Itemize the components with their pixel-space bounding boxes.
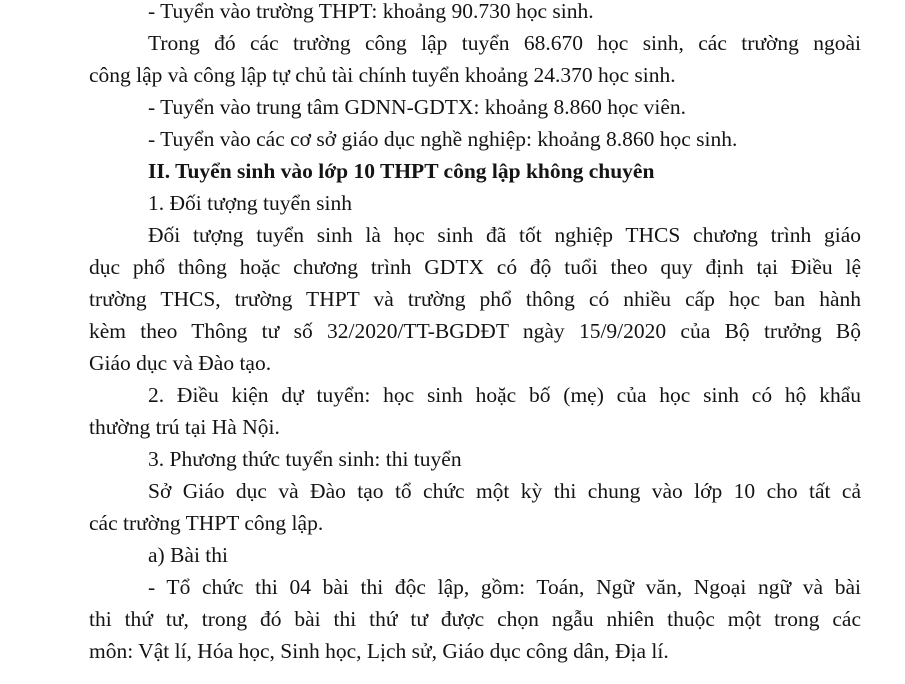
exam-paragraph-line1: Sở Giáo dục và Đào tạo tổ chức một kỳ thi chung vào lớp 10 cho tất cả (148, 479, 861, 503)
admission-thpt-line: - Tuyển vào trường THPT: khoảng 90.730 học sinh. (148, 0, 594, 23)
target-paragraph-line3: trường THCS, trường THPT và trường phổ thông có nhiều cấp học ban hành (89, 287, 861, 311)
subheading-admission-method: 3. Phương thức tuyển sinh: thi tuyển (148, 447, 462, 471)
exam-paragraph-line2: các trường THPT công lập. (89, 511, 324, 535)
eligibility-paragraph-line1: 2. Điều kiện dự tuyển: học sinh hoặc bố (mẹ) của học sinh có hộ khẩu (148, 383, 861, 407)
target-paragraph-line1: Đối tượng tuyển sinh là học sinh đã tốt nghiệp THCS chương trình giáo (148, 223, 861, 247)
subheading-exams: a) Bài thi (148, 543, 229, 567)
admission-vocational-line: - Tuyển vào các cơ sở giáo dục nghề nghiệp: khoảng 8.860 học sinh. (148, 127, 738, 151)
target-paragraph-line2: dục phổ thông hoặc chương trình GDTX có độ tuổi theo quy định tại Điều lệ (89, 255, 861, 279)
admission-gdnn-line: - Tuyển vào trung tâm GDNN-GDTX: khoảng 8.860 học viên. (148, 95, 687, 119)
target-paragraph-line4: kèm theo Thông tư số 32/2020/TT-BGDĐT ngày 15/9/2020 của Bộ trưởng Bộ (89, 319, 861, 343)
eligibility-paragraph-line2: thường trú tại Hà Nội. (89, 415, 280, 439)
subheading-target-group: 1. Đối tượng tuyển sinh (148, 191, 352, 215)
public-private-paragraph-line1: Trong đó các trường công lập tuyển 68.670 học sinh, các trường ngoài (148, 31, 861, 55)
exams-paragraph-line1: - Tổ chức thi 04 bài thi độc lập, gồm: Toán, Ngữ văn, Ngoại ngữ và bài (148, 575, 861, 599)
public-private-paragraph-line2: công lập và công lập tự chủ tài chính tuyển khoảng 24.370 học sinh. (89, 63, 676, 87)
target-paragraph-line5: Giáo dục và Đào tạo. (89, 351, 272, 375)
exams-paragraph-line3: môn: Vật lí, Hóa học, Sinh học, Lịch sử, Giáo dục công dân, Địa lí. (89, 639, 669, 663)
section-heading-ii: II. Tuyển sinh vào lớp 10 THPT công lập không chuyên (148, 159, 655, 183)
exams-paragraph-line2: thi thứ tư, trong đó bài thi thứ tư được chọn ngẫu nhiên thuộc một trong các (89, 607, 861, 631)
